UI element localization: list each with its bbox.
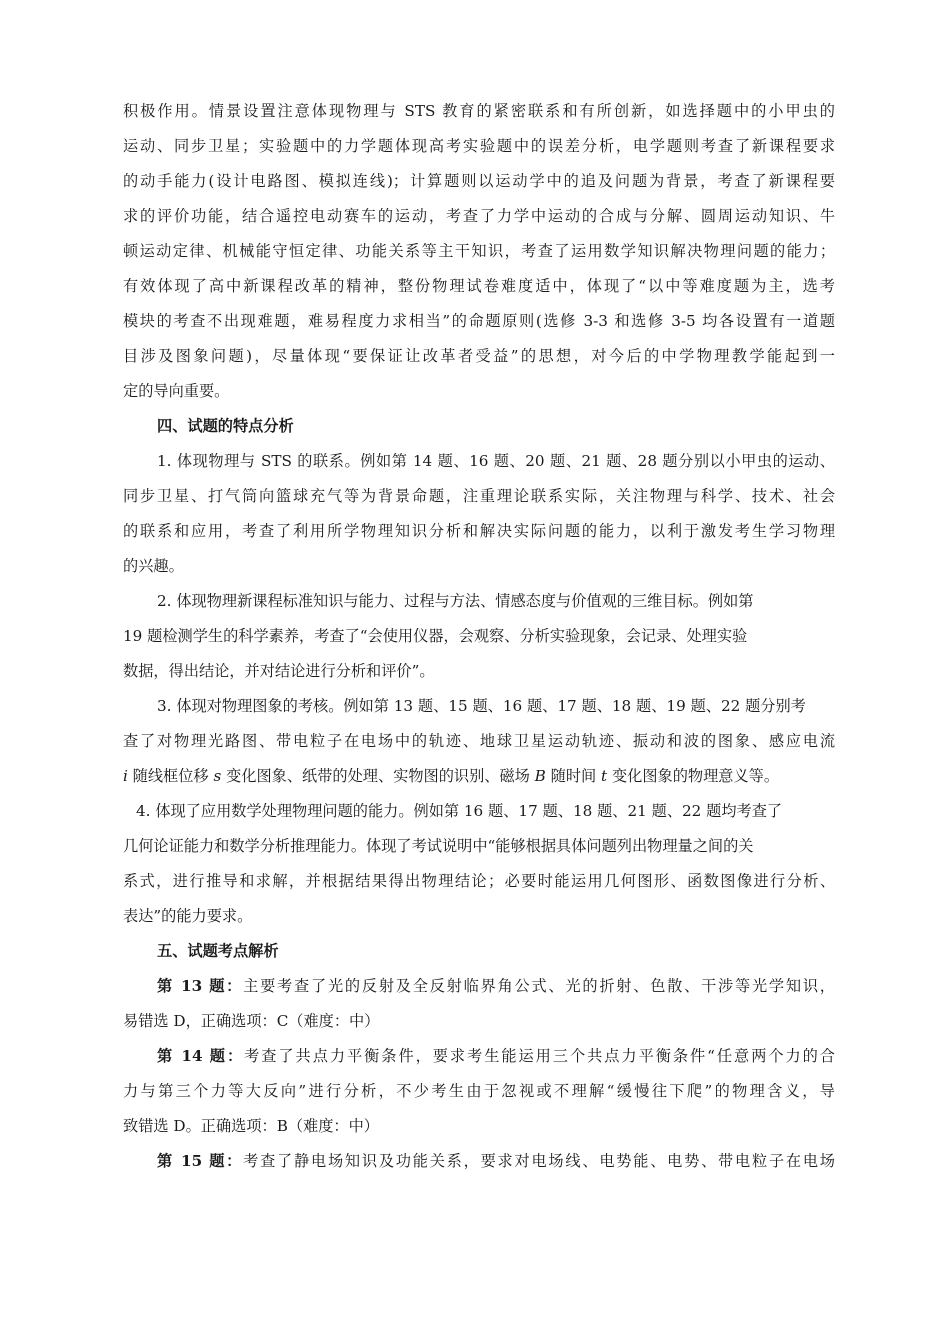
variable-t: t	[601, 767, 608, 785]
question-label: 第 15 题：	[157, 1152, 244, 1170]
section4-item-2	[123, 588, 835, 693]
variable-i: i	[123, 767, 128, 785]
text-line: 定的导向重要。	[123, 382, 230, 400]
text-line: 的兴趣。	[123, 557, 184, 575]
text-line: 有效体现了高中新课程改革的精神，整份物理试卷难度适中，体现了“以中等难度题为主，选考	[123, 277, 835, 295]
text-line: 2. 体现物理新课程标准知识与能力、过程与方法、情感态度与价值观的三维目标。例如第	[157, 592, 754, 610]
variable-b: B	[534, 767, 546, 785]
text-line: 求的评价功能，结合遥控电动赛车的运动，考查了力学中运动的合成与分解、圆周运动知识、牛	[123, 207, 835, 225]
text-line: 的动手能力(设计电路图、模拟连线)；计算题则以运动学中的追及问题为背景，考查了新课程要	[123, 172, 835, 190]
question-13-analysis	[123, 973, 835, 1043]
text-line	[123, 763, 835, 798]
text-line: 力与第三个力等大反向”进行分析，不少考生由于忽视或不理解“缓慢往下爬”的物理含义，导	[123, 1082, 835, 1100]
text-line: 19 题检测学生的科学素养，考查了“会使用仪器，会观察、分析实验现象，会记录、处理实验	[123, 627, 748, 645]
text-line: 积极作用。情景设置注意体现物理与 STS 教育的紧密联系和有所创新，如选择题中的小甲虫的	[123, 102, 835, 120]
section-heading: 四、试题的特点分析	[157, 417, 294, 435]
text-line: 几何论证能力和数学分析推理能力。体现了考试说明中“能够根据具体问题列出物理量之间的关	[123, 837, 754, 855]
text-line: 同步卫星、打气筒向篮球充气等为背景命题，注重理论联系实际，关注物理与科学、技术、社会	[123, 487, 835, 505]
text-line: 表达”的能力要求。	[123, 907, 253, 925]
text-line: 数据，得出结论，并对结论进行分析和评价”。	[123, 662, 435, 680]
text-line	[123, 1148, 835, 1183]
text-line: 查了对物理光路图、带电粒子在电场中的轨迹、地球卫星运动轨迹、振动和波的图象、感应电流	[123, 732, 835, 750]
text-line: 目涉及图象问题)，尽量体现“要保证让改革者受益”的思想，对今后的中学物理教学能起到一	[123, 347, 835, 365]
text-line: 系式，进行推导和求解，并根据结果得出物理结论；必要时能运用几何图形、函数图像进行分析、	[123, 872, 835, 890]
text-line: 4. 体现了应用数学处理物理问题的能力。例如第 16 题、17 题、18 题、21 题、22 题均考查了	[136, 802, 783, 820]
text-line: 3. 体现对物理图象的考核。例如第 13 题、15 题、16 题、17 题、18 题、19 题、22 题分别考	[157, 697, 806, 715]
section4-item-1	[123, 448, 835, 588]
document-page	[123, 98, 835, 1183]
text-span: 变化图象、纸带的处理、实物图的识别、磁场	[221, 767, 535, 785]
text-line: 致错选 D。正确选项：B（难度：中）	[123, 1117, 379, 1135]
text-line	[123, 973, 835, 1008]
text-line: 模块的考查不出现难题，难易程度力求相当”的命题原则(选修 3-3 和选修 3-5 均各设置有一道题	[123, 312, 835, 330]
text-line: 1. 体现物理与 STS 的联系。例如第 14 题、16 题、20 题、21 题、28 题分别以小甲虫的运动、	[157, 452, 835, 470]
section-heading: 五、试题考点解析	[157, 942, 279, 960]
text-line: 顿运动定律、机械能守恒定律、功能关系等主干知识，考查了运用数学知识解决物理问题的能力；	[123, 242, 835, 260]
section4-item-4	[123, 798, 835, 938]
text-span: 变化图象的物理意义等。	[607, 767, 780, 785]
variable-s: s	[213, 767, 222, 785]
text-span: 主要考查了光的反射及全反射临界角公式、光的折射、色散、干涉等光学知识，	[243, 977, 835, 995]
text-span: 考查了共点力平衡条件，要求考生能运用三个共点力平衡条件“任意两个力的合	[244, 1047, 835, 1065]
section4-item-3	[123, 693, 835, 798]
text-span: 随时间	[545, 767, 602, 785]
text-line: 的联系和应用，考查了利用所学物理知识分析和解决实际问题的能力，以利于激发考生学习物理	[123, 522, 835, 540]
question-label: 第 13 题：	[157, 977, 244, 995]
text-line: 运动、同步卫星；实验题中的力学题体现高考实验题中的误差分析，电学题则考查了新课程要求	[123, 137, 835, 155]
question-14-analysis	[123, 1043, 835, 1148]
text-line	[123, 1043, 835, 1078]
text-line: 易错选 D，正确选项：C（难度：中）	[123, 1012, 380, 1030]
question-label: 第 14 题：	[157, 1047, 245, 1065]
question-15-analysis	[123, 1148, 835, 1183]
text-span: 随线框位移	[127, 767, 214, 785]
intro-paragraph	[123, 98, 835, 413]
text-span: 考查了静电场知识及功能关系，要求对电场线、电势能、电势、带电粒子在电场	[243, 1152, 835, 1170]
